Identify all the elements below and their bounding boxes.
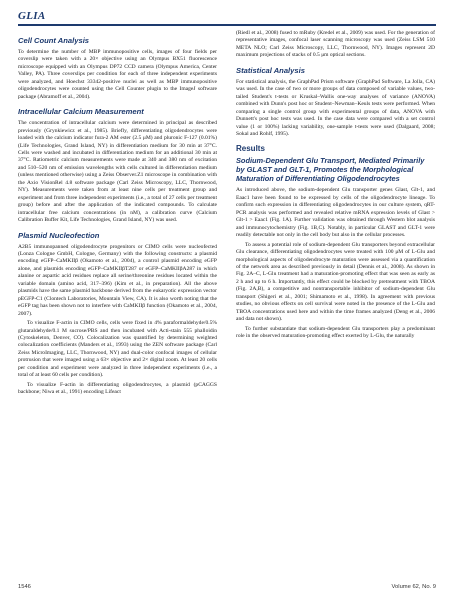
- results-subheading: Sodium-Dependent Glu Transport, Mediated Primarily by GLAST and GLT-1, Promotes the Morphological Maturation of Differentiating Oligodendrocytes: [236, 156, 425, 184]
- right-column: [236, 30, 435, 343]
- header-rule: [18, 24, 436, 26]
- paragraph-results-1: As introduced above, the sodium-dependent Glu transporter genes Glast, Glt-1, and Eaac1 have been found to be expressed by cells of the oligodendrocyte lineage. To confirm such expression in differentiating oligodendrocytes in our culture system, qRT-PCR analysis was performed and revealed relative mRNA expression levels of Glast > Glt-1 > Eaac1 (Fig. 1A). Further validation was obtained through Western blot analysis and immunocytochemistry (Fig. 1B,C). Notably, in particular GLAST and GLT-1 were readily detectable not only in the cell body but also in the cellular processes.: [236, 187, 435, 239]
- section-heading-plasmid: Plasmid Nucleofection: [18, 230, 100, 240]
- paragraph-plasmid-3: To visualize F-actin in differentiating oligodendrocytes, a plasmid (pCAGGS backbone; Niwa et al., 1991) encoding Lifeact: [18, 381, 217, 396]
- paragraph-results-3: To further substantiate that sodium-dependent Glu transporters play a predominant role in the observed maturation-promoting effect exerted by L-Glu, the naturally: [236, 325, 435, 340]
- paragraph-statistics: For statistical analysis, the GraphPad Prism software (GraphPad Software, La Jolla, CA) was used. In the case of two or more groups of data composed of variable values, two-tailed Student's t-tests or Kruskal–Wallis one-way analyses of variance (ANOVA) combined with Dunn's post hoc or Student–Newman–Keuls tests were performed. When comparing a single control group with experimental groups of data, ANOVA with Dunnett's post hoc tests was used. In the case data were compared with a set control value (1 or 100%) lacking variability, one-sample t-tests were used (Dalgaard, 2008; Sokal and Rohlf, 1995).: [236, 78, 435, 137]
- section-heading-results: Results: [236, 144, 265, 154]
- section-heading-statistics: Statistical Analysis: [236, 65, 305, 75]
- paragraph-continued: (Riedl et al., 2008) fused to mRuby (Kredel et al., 2009) was used. For the generation of representative images, confocal laser scanning microscopy was used (Zeiss LSM 510 META NLO; Carl Zeiss Microscopy, LLC, Thornwood, NY). Images represent 2D maximum projections of stacks of 0.5 μm optical sections.: [236, 30, 435, 59]
- paragraph-plasmid-2: To visualize F-actin in CIMO cells, cells were fixed in 4% paraformaldehyde/0.5% glutaraldehyde/0.1 M sucrose/PBS and then incubated with Acti-stain 555 phalloidin (Cytoskeleton, Denver, CO). Colocalization was quantified by determining weighted colocalization coefficients (Manders et al., 1993) using the ZEN software package (Carl Zeiss MicroImaging, LLC, Thornwood, NY) and dual-color confocal images of cellular protrusion that were imaged using a 63× objective and 2× digital zoom. At least 20 cells per condition and experiment were analyzed in three independent experiments (i.e., a total of at least 60 cells per condition).: [18, 320, 217, 379]
- paragraph-results-2: To assess a potential role of sodium-dependent Glu transporters beyond extracellular Glu clearance, differentiating oligodendrocytes were treated with 100 μM of L-Glu and morphological aspects of oligodendrocyte maturation were assessed via a quantification of the network area as described previously in detail (Dennis et al., 2008). As shown in Fig. 2A–C, L-Glu treatment had a maturation-promoting effect that was seen as early as 2 h and up to 6 h. Importantly, this effect could be blocked by pretreatment with TBOA (Fig. 2A,B), a competitive and nontransportable inhibitor of sodium-dependent Glu transport (Shigeri et al., 2001; Shimamoto et al., 1998). In agreement with previous studies, no obvious effects on cell survival were noted in the presence of the L-Glu and TBOA concentrations used here and within the time frames analyzed (Deng et al., 2006 and data not shown).: [236, 241, 435, 323]
- section-heading-cell-count: Cell Count Analysis: [18, 36, 90, 45]
- paragraph-calcium: The concentration of intracellular calcium were determined in principal as described previously (Grynkiewicz et al., 1985). Briefly, differentiating oligodendrocytes were loaded with the calcium indicator fura-2 AM ester (2.5 μM) and pluronic F-127 (0.01%) (Life Technologies, Grand Island, NY) in differentiation medium for 30 min at 37°C. Cells were washed and incubated in differentiation medium for an additional 30 min at 37°C. Ratiometric calcium measurements were made at 340 and 380 nm of excitation and 510–520 nm of emission wavelengths with cells cultured in differentiation medium (unless mentioned otherwise) using a Zeiss Observer.Z1 microscope in combination with the Axio VisionRel 4.8 software package (Carl Zeiss Microscopy, LLC, Thornwood, NY). Measurements were taken from at least nine cells per treatment group and experiment and from three independent experiments (i.e., a total of 27 cells per treatment group) before and after the application of the indicated compounds. To calculate intracellular free calcium concentrations (in nM), a calibration curve (Calcium Calibration Buffer Kit, Life Technologies, Grand Island, NY) was used.: [18, 120, 217, 224]
- page-number: 1546: [18, 584, 31, 590]
- left-column: [18, 30, 217, 399]
- volume-label: Volume 62, No. 9: [391, 584, 436, 590]
- paragraph-plasmid-1: A2B5 immunopanned oligodendrocyte progenitors or CIMO cells were nucleofected (Lonza Cologne GmbH, Cologne, Germany) with the following constructs: a plasmid encoding eGFP–CaMKIIβ (Okamoto et al., 2004), a control plasmid encoding eGFP alone, and plasmids encoding eGFP–CaMKIIβT287 or eGFP–CaMKIIβA287 in which alanine or aspartic acid residues replace all serine/threonine residues located within the variable domain (amino acid, 317–396) (Kim et al., in preparation). All the above plasmids have the same plasmid backbone derived from the eukaryotic expression vector pEGFP-C1 (Clontech Laboratories, Mountain View, CA). It is also worth noting that the eGFP tag has been shown not to interfere with CaMKIIβ function (Okamoto et al., 2004, 2007).: [18, 243, 217, 317]
- journal-logo: GLIA: [18, 10, 46, 22]
- section-heading-calcium: Intracellular Calcium Measurement: [18, 107, 144, 117]
- paragraph-cell-count: To determine the number of MBP immunopositive cells, images of four fields per coverslip were taken with a 20× objective using an Olympus BX51 fluorescence microscope equipped with an Olympus DP72 CCD camera (Olympus America, Center Valley, PA). Three coverslips per condition for each of three independent experiments were analyzed, and Hoechst 33342-positive nuclei as well as MBP immunopositive oligodendrocytes were counted using the Cell Counter plugin to the ImageJ software package (Abramoff et al., 2004).: [18, 49, 217, 100]
